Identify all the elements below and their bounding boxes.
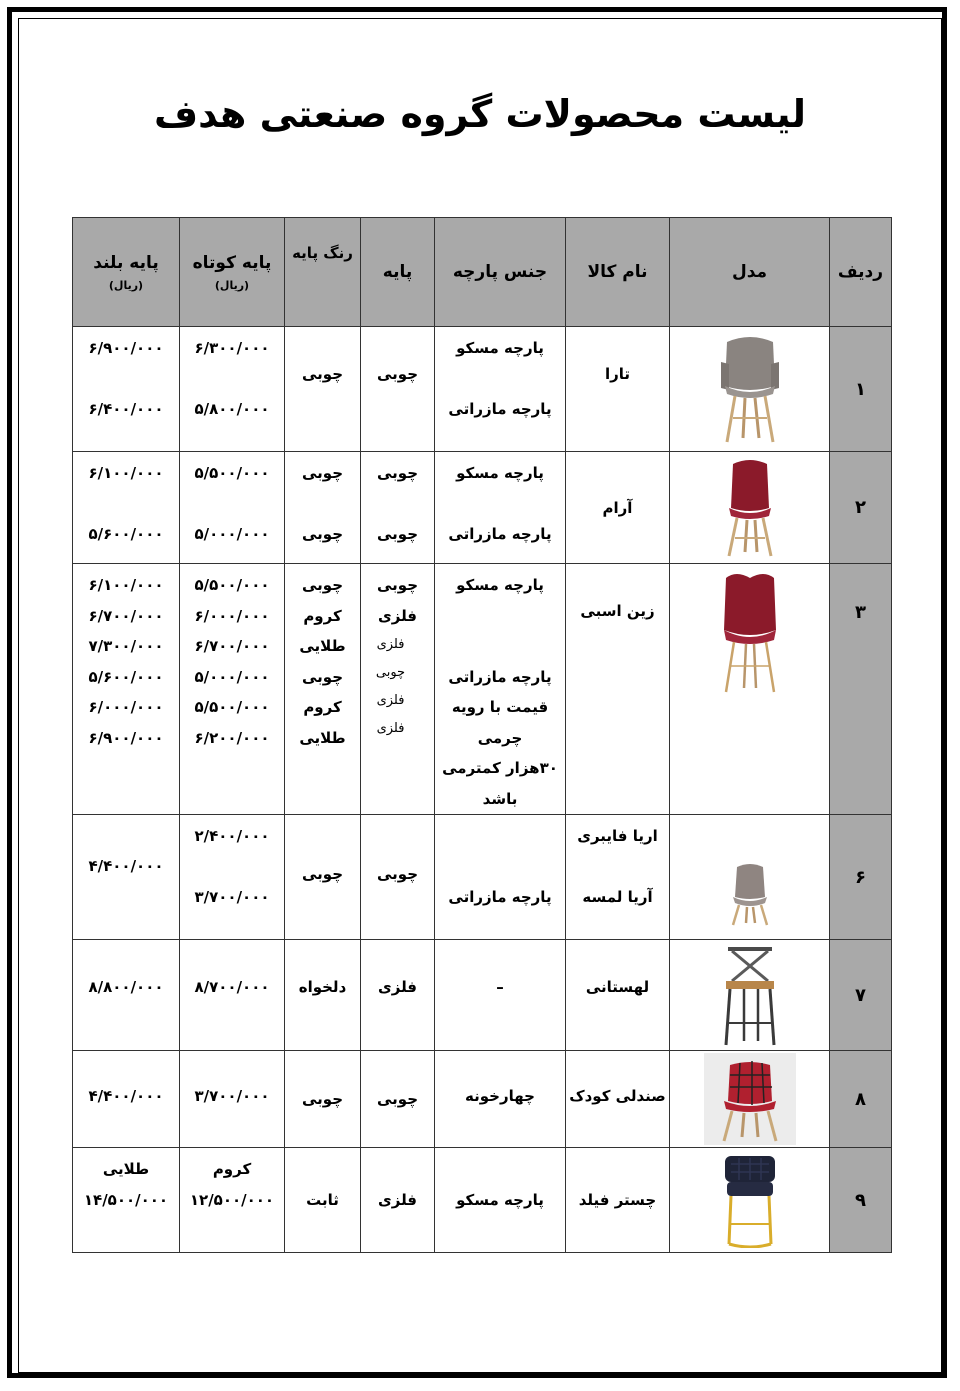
tall-leg-price-cell: [73, 327, 180, 452]
price: ۵/۵۰۰/۰۰۰: [194, 464, 270, 482]
price: ۲/۴۰۰/۰۰۰: [194, 827, 270, 845]
row-index: ۶: [830, 815, 892, 940]
base-color-cell: [285, 564, 361, 815]
base-color-cell: دلخواه: [285, 940, 361, 1051]
table-header-row: [73, 218, 892, 327]
base-cell: چوبی: [361, 1051, 435, 1148]
product-name-cell: [566, 815, 670, 940]
product-name: صندلی کودک: [566, 1051, 670, 1148]
price: ۳/۷۰۰/۰۰۰: [194, 888, 270, 906]
base-color-cell: [285, 452, 361, 564]
price: ۷/۳۰۰/۰۰۰: [88, 637, 164, 655]
price: ۵/۰۰۰/۰۰۰: [194, 667, 270, 686]
price: ۶/۰۰۰/۰۰۰: [88, 698, 164, 716]
price: ۱۲/۵۰۰/۰۰۰: [189, 1190, 275, 1209]
base-color-option: طلایی: [299, 728, 346, 747]
header-model: مدل: [670, 218, 830, 327]
fabric-note: قیمت با رویه: [451, 698, 549, 716]
price: ۵/۵۰۰/۰۰۰: [194, 576, 270, 594]
short-leg-price-cell: [180, 452, 285, 564]
short-leg-price-cell: ۸/۷۰۰/۰۰۰: [180, 940, 285, 1051]
product-name: آریا لمسه: [582, 888, 653, 906]
row-index: ۸: [830, 1051, 892, 1148]
row-index: ۷: [830, 940, 892, 1051]
fabric-cell: چهارخونه: [435, 1051, 566, 1148]
base-cell: فلزی: [361, 1148, 435, 1253]
fabric-cell: [435, 452, 566, 564]
row-index: ۳: [830, 564, 892, 815]
price-label: طلایی: [102, 1160, 150, 1178]
base-option: چوبی: [376, 576, 419, 594]
tall-leg-price-cell: [73, 452, 180, 564]
short-leg-price-cell: ۳/۷۰۰/۰۰۰: [180, 1051, 285, 1148]
base-color-option: کروم: [303, 698, 342, 716]
price: ۶/۲۰۰/۰۰۰: [194, 728, 270, 747]
base-color-option: طلایی: [299, 637, 346, 655]
table-row: [73, 1051, 892, 1148]
price: ۶/۱۰۰/۰۰۰: [88, 464, 164, 482]
tall-leg-price-cell: [73, 564, 180, 815]
base-color-cell: ثابت: [285, 1148, 361, 1253]
base-color-option: چوبی: [301, 464, 344, 482]
table-row: [73, 815, 892, 940]
header-base: پایه: [361, 218, 435, 327]
price: ۶/۴۰۰/۰۰۰: [88, 400, 164, 418]
base-color-cell: چوبی: [285, 815, 361, 940]
price: ۴/۴۰۰/۰۰۰: [88, 857, 164, 875]
base-option: چوبی: [376, 525, 419, 543]
product-name: تارا: [566, 327, 670, 452]
price: ۶/۹۰۰/۰۰۰: [88, 339, 164, 357]
short-leg-price-cell: [180, 564, 285, 815]
tara-chair-icon: [670, 327, 830, 452]
fabric-cell: پارچه مسکو: [435, 1148, 566, 1253]
tall-leg-price-cell: [73, 1148, 180, 1253]
base-color-option: چوبی: [301, 576, 344, 594]
zin-asbi-chair-icon: [670, 564, 830, 815]
header-fabric: جنس پارچه: [435, 218, 566, 327]
fabric-option: پارچه مازراتی: [448, 525, 552, 543]
table-row: [73, 940, 892, 1051]
price: ۵/۶۰۰/۰۰۰: [88, 667, 164, 686]
base-option: فلزی: [376, 693, 405, 708]
price: ۵/۸۰۰/۰۰۰: [194, 400, 270, 418]
product-name: اریا فایبری: [577, 827, 658, 845]
header-index: ردیف: [830, 218, 892, 327]
price: ۶/۷۰۰/۰۰۰: [194, 637, 270, 655]
product-name: آرام: [566, 452, 670, 564]
fabric-cell: [435, 327, 566, 452]
fabric-option: پارچه مسکو: [456, 576, 544, 594]
price: ۶/۱۰۰/۰۰۰: [88, 576, 164, 594]
price: ۶/۹۰۰/۰۰۰: [88, 728, 164, 747]
price: ۶/۷۰۰/۰۰۰: [88, 606, 164, 625]
base-cell: چوبی: [361, 327, 435, 452]
header-name: نام کالا: [566, 218, 670, 327]
price: ۵/۶۰۰/۰۰۰: [88, 525, 164, 543]
fabric-note: چرمی: [477, 728, 523, 747]
product-name: چستر فیلد: [566, 1148, 670, 1253]
base-option: چوبی: [376, 464, 419, 482]
header-tall-leg: پایه بلند (ریال): [73, 218, 180, 327]
header-base-color: رنگ پایه: [285, 218, 361, 327]
products-table: [72, 217, 892, 1253]
base-option: فلزی: [376, 721, 405, 736]
price: ۱۴/۵۰۰/۰۰۰: [83, 1190, 169, 1209]
short-leg-price-cell: [180, 1148, 285, 1253]
fabric-option: پارچه مازراتی: [448, 888, 552, 906]
base-option: فلزی: [377, 606, 418, 625]
base-color-option: کروم: [303, 606, 342, 625]
product-name: لهستانی: [566, 940, 670, 1051]
fabric-option: پارچه مسکو: [456, 339, 544, 357]
table-row: [73, 564, 892, 815]
fabric-cell: –: [435, 940, 566, 1051]
table-row: [73, 452, 892, 564]
short-leg-price-cell: [180, 815, 285, 940]
tall-leg-price-cell: ۴/۴۰۰/۰۰۰: [73, 1051, 180, 1148]
table-row: [73, 327, 892, 452]
fabric-cell: [435, 815, 566, 940]
row-index: ۱: [830, 327, 892, 452]
base-option: فلزی: [376, 637, 405, 652]
fabric-option: پارچه مسکو: [456, 464, 544, 482]
tall-leg-price-cell: ۸/۸۰۰/۰۰۰: [73, 940, 180, 1051]
base-color-cell: چوبی: [285, 1051, 361, 1148]
row-index: ۲: [830, 452, 892, 564]
price: ۵/۵۰۰/۰۰۰: [194, 698, 270, 716]
short-leg-price-cell: [180, 327, 285, 452]
base-color-cell: چوبی: [285, 327, 361, 452]
row-index: ۹: [830, 1148, 892, 1253]
base-cell: [361, 564, 435, 815]
header-short-leg: پایه کوتاه (ریال): [180, 218, 285, 327]
base-cell: [361, 452, 435, 564]
base-option: چوبی: [375, 665, 406, 680]
price-label: کروم: [212, 1160, 252, 1178]
fabric-cell: [435, 564, 566, 815]
price: ۵/۰۰۰/۰۰۰: [194, 525, 270, 543]
fabric-option: پارچه مازراتی: [448, 400, 552, 418]
price: ۶/۰۰۰/۰۰۰: [194, 606, 270, 625]
kids-chair-icon: [670, 1051, 830, 1148]
base-color-option: چوبی: [301, 525, 344, 543]
base-color-option: چوبی: [301, 667, 344, 686]
fabric-option: پارچه مازراتی: [448, 667, 552, 686]
fabric-note: باشد: [482, 789, 518, 808]
aram-chair-icon: [670, 452, 830, 564]
chesterfield-stool-icon: [670, 1148, 830, 1253]
product-name: زین اسبی: [566, 564, 670, 815]
base-cell: چوبی: [361, 815, 435, 940]
fabric-note: ۳۰هزار کمترمی: [442, 759, 558, 777]
base-cell: فلزی: [361, 940, 435, 1051]
aria-chair-icon: [670, 815, 830, 940]
tall-leg-price-cell: [73, 815, 180, 940]
page-title: لیست محصولات گروه صنعتی هدف: [153, 92, 807, 136]
table-row: [73, 1148, 892, 1253]
lahestani-stool-icon: [670, 940, 830, 1051]
price: ۶/۳۰۰/۰۰۰: [194, 339, 270, 357]
